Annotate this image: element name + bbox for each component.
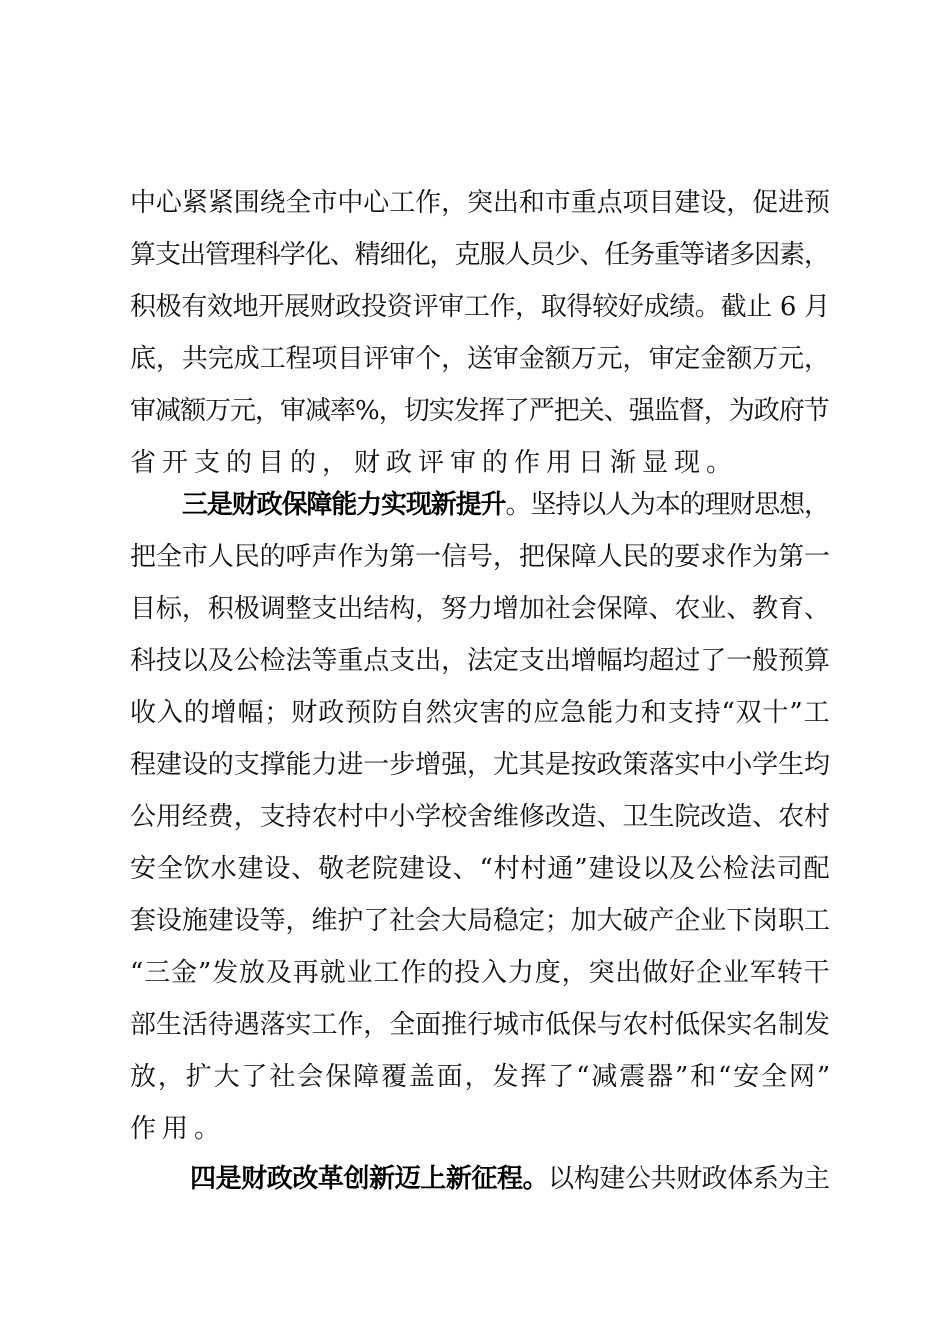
paragraph-text: 。坚持以人为本的理财思想，	[505, 490, 829, 520]
paragraph-line: 收入的增幅；财政预防自然灾害的应急能力和支持“双十”工	[130, 698, 831, 728]
paragraph-line: 把全市人民的呼声作为第一信号，把保障人民的要求作为第一	[130, 542, 830, 572]
paragraph-line: 部生活待遇落实工作，全面推行城市低保与农村低保实名制发	[130, 1010, 830, 1040]
paragraph-line: 程建设的支撑能力进一步增强，尤其是按政策落实中小学生均	[130, 750, 830, 780]
paragraph-first-line	[190, 1159, 830, 1199]
paragraph-line: 安全饮水建设、敬老院建设、“村村通”建设以及公检法司配	[130, 854, 831, 884]
paragraph-line: 积极有效地开展财政投资评审工作，取得较好成绩。截止 6 月	[130, 292, 830, 322]
paragraph-line: 公用经费，支持农村中小学校舍维修改造、卫生院改造、农村	[130, 802, 830, 832]
paragraph-text: 以构建公共财政体系为主	[548, 1164, 830, 1194]
paragraph-first-line	[182, 485, 829, 525]
paragraph-line: 科技以及公检法等重点支出，法定支出增幅均超过了一般预算	[130, 646, 830, 676]
paragraph-line: 算支出管理科学化、精细化，克服人员少、任务重等诸多因素，	[130, 240, 829, 270]
paragraph-line: 放，扩大了社会保障覆盖面，发挥了“减震器”和“安全网”	[130, 1062, 833, 1092]
paragraph-line: 中心紧紧围绕全市中心工作，突出和市重点项目建设，促进预	[130, 188, 830, 218]
paragraph-line: 省开支的目的，财政评审的作用日渐显现。	[130, 448, 739, 478]
paragraph-line: 目标，积极调整支出结构，努力增加社会保障、农业、教育、	[130, 594, 830, 624]
paragraph-line: 底，共完成工程项目评审个，送审金额万元，审定金额万元，	[130, 344, 830, 374]
paragraph-line: “三金”发放及再就业工作的投入力度，突出做好企业军转干	[130, 958, 831, 988]
section-heading: 三是财政保障能力实现新提升	[182, 490, 506, 520]
paragraph-line: 审减额万元，审减率%，切实发挥了严把关、强监督，为政府节	[130, 396, 829, 426]
section-heading: 四是财政改革创新迈上新征程。	[190, 1164, 549, 1194]
paragraph-line: 套设施建设等，维护了社会大局稳定；加大破产企业下岗职工	[130, 906, 830, 936]
paragraph-line: 作用。	[130, 1114, 227, 1144]
